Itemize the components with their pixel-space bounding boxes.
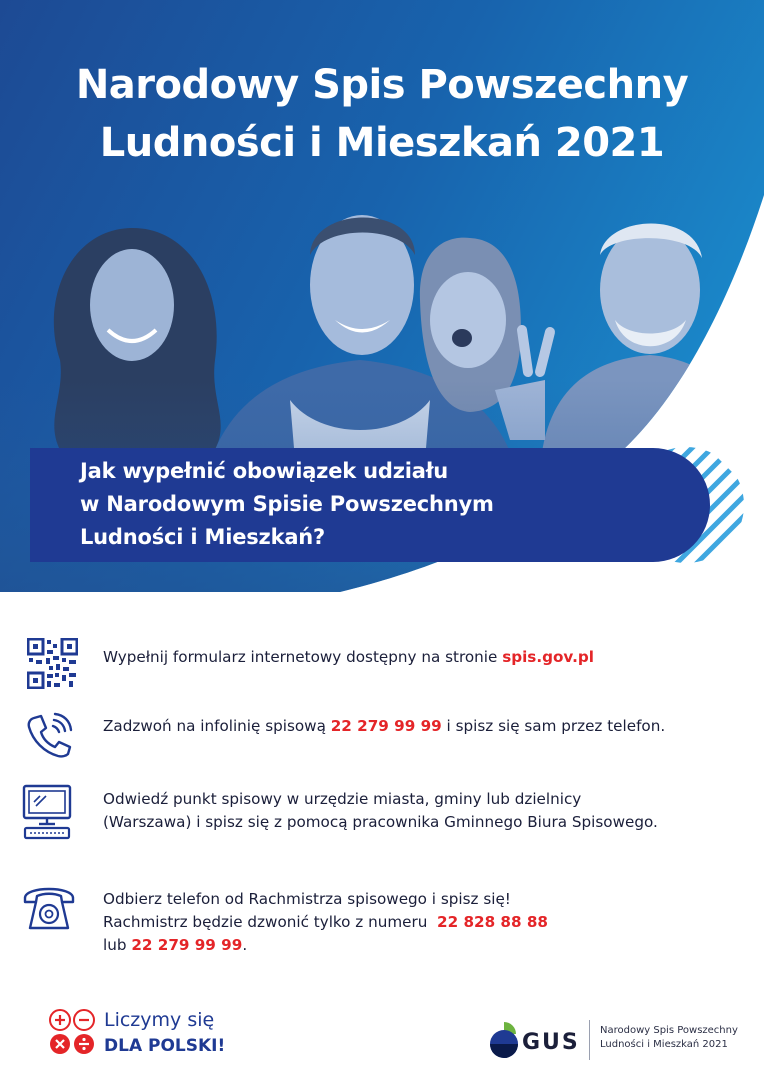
qr-code-icon [27,638,78,689]
gus-caption [600,1024,738,1052]
gus-name: GUS [522,1030,580,1055]
campaign-slogan [104,1008,225,1058]
enumerator-line-3-suffix: . [242,936,248,954]
enumerator-number-1: 22 828 88 88 [437,913,548,931]
method-enumerator [103,888,548,957]
enumerator-line-3-prefix: lub [103,936,132,954]
banner-line-2: w Narodowym Spisie Powszechnym [80,492,494,516]
title-line-1: Narodowy Spis Powszechny [75,62,689,108]
method-office [103,788,658,834]
enumerator-line-1: Odbierz telefon od Rachmistrza spisowego i spisz się! [103,890,511,908]
title-line-2: Ludności i Mieszkań 2021 [99,120,665,166]
banner-line-1: Jak wypełnić obowiązek udziału [80,459,449,483]
phone-text-after: i spisz się sam przez telefon. [441,717,666,735]
method-phone [103,715,665,738]
footer-divider [589,1020,590,1060]
rotary-phone-icon [22,880,76,932]
campaign-line-1: Liczymy się [104,1009,215,1031]
website-link[interactable]: spis.gov.pl [502,648,594,666]
hotline-number: 22 279 99 99 [330,717,442,735]
online-text: Wypełnij formularz internetowy dostępny na stronie [103,648,503,666]
enumerator-number-2: 22 279 99 99 [131,936,243,954]
enumerator-line-2: Rachmistrz będzie dzwonić tylko z numeru [103,913,433,931]
page-title [0,56,764,172]
gus-caption-line-1: Narodowy Spis Powszechny [600,1025,738,1036]
campaign-line-2: DLA POLSKI! [104,1036,226,1056]
computer-icon [22,784,72,840]
office-line-1: Odwiedź punkt spisowy w urzędzie miasta, gminy lub dzielnicy [103,790,582,808]
office-line-2: (Warszawa) i spisz się z pomocą pracownika Gminnego Biura Spisowego. [103,813,658,831]
method-online [103,646,594,669]
phone-text-before: Zadzwoń na infolinię spisową [103,717,331,735]
math-symbols-logo-icon [48,1008,98,1058]
banner-line-3: Ludności i Mieszkań? [80,525,326,549]
phone-call-icon [25,712,73,758]
banner-text [80,455,494,554]
gus-logo [488,1016,584,1064]
gus-caption-line-2: Ludności i Mieszkań 2021 [600,1039,728,1050]
